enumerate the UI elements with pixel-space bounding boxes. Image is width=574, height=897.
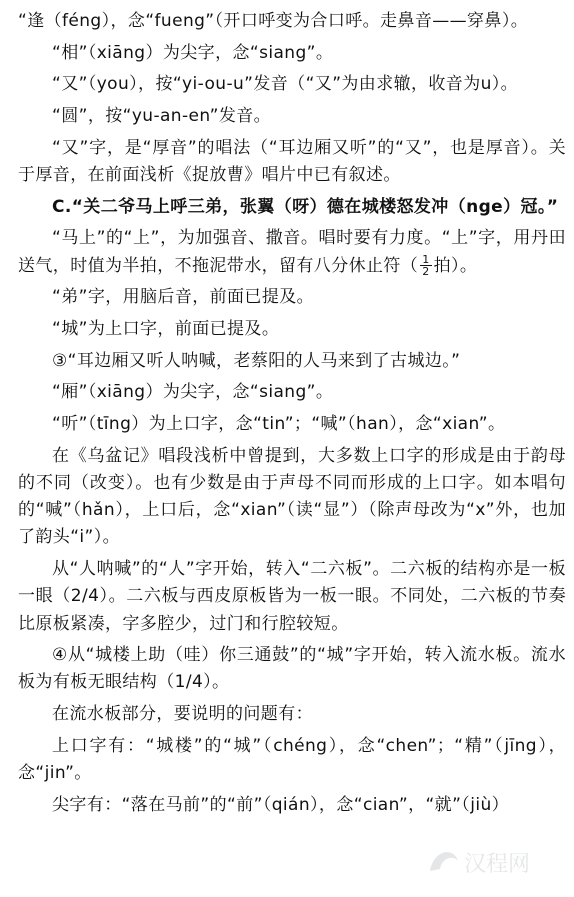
paragraph-1: “逢（féng），念“fueng”（开口呼变为合口呼。走鼻音——穿鼻）。: [18, 11, 529, 31]
paragraph-17: 上口字有：“城楼”的“城”（chéng），念“chen”；“精”（jīng），念“jin”。: [18, 735, 566, 784]
paragraph-12: “听”（tīng）为上口字，念“tin”；“喊”（han），念“xian”。: [52, 414, 506, 435]
fraction-denominator: 2: [422, 265, 430, 279]
paragraph-3: “又”（you），按“yi-ou-u”发音（“又”为由求辙，收音为u）。: [52, 74, 519, 95]
paragraph-7-text-before: “马上”的“上”，为加强音、撒音。唱时要有力度。“上”字，用丹田送气，时值为半拍，不拖泥带水，留有八分休止符（: [18, 228, 566, 276]
half-beat-fraction: [420, 254, 431, 277]
watermark-logo: [424, 841, 564, 883]
paragraph-13: 在《乌盆记》唱段浅析中曾提到，大多数上口字的形成是由于韵母的不同（改变）。也有少数是由于声母不同而形成的上口字。如本唱句的“喊”（hǎn），上口后，念“xian”（读“显”）（除声母改为“x”外，也加了韵头“i”）。: [18, 445, 566, 548]
paragraph-16: 在流水板部分，要说明的问题有：: [52, 704, 313, 725]
paragraph-18: 尖字有：“落在马前”的“前”（qián），念“cian”，“就”（jiù）: [52, 794, 510, 815]
paragraph-8: “弟”字，用脑后音，前面已提及。: [52, 287, 315, 308]
paragraph-5: “又”字，是“厚音”的唱法（“耳边厢又听”的“又”，也是厚音）。关于厚音，在前面浅析《捉放曹》唱片中已有叙述。: [18, 137, 566, 186]
paragraph-7-text-after: 拍）。: [433, 255, 478, 276]
paragraph-15: ④从“城楼上助（哇）你三通鼓”的“城”字开始，转入流水板。流水板为有板无眼结构（1/4）。: [18, 645, 566, 693]
paragraph-6-lyric: C.“关二爷马上呼三弟，张翼（呀）德在城楼怒发冲（nge）冠。”: [52, 196, 559, 217]
paragraph-4: “圆”，按“yu-an-en”发音。: [52, 106, 272, 127]
paragraph-7: [18, 225, 566, 279]
document-page: [18, 8, 566, 823]
paragraph-14: 从“人呐喊”的“人”字开始，转入“二六板”。二六板的结构亦是一板一眼（2/4）。二六板与西皮原板皆为一板一眼。不同处，二六板的节奏比原板紧凑，字多腔少，过门和行腔较短。: [18, 559, 566, 634]
paragraph-9: “城”为上口字，前面已提及。: [52, 319, 280, 340]
paragraph-11: “厢”（xiāng）为尖字，念“siang”。: [52, 382, 334, 403]
paragraph-10-lyric: ③“耳边厢又听人呐喊，老蔡阳的人马来到了古城边。”: [52, 350, 461, 371]
watermark-text: 汉程网: [464, 852, 531, 877]
paragraph-2: “相”（xiāng）为尖字，念“siang”。: [52, 42, 334, 63]
fraction-numerator: 1: [422, 253, 430, 267]
